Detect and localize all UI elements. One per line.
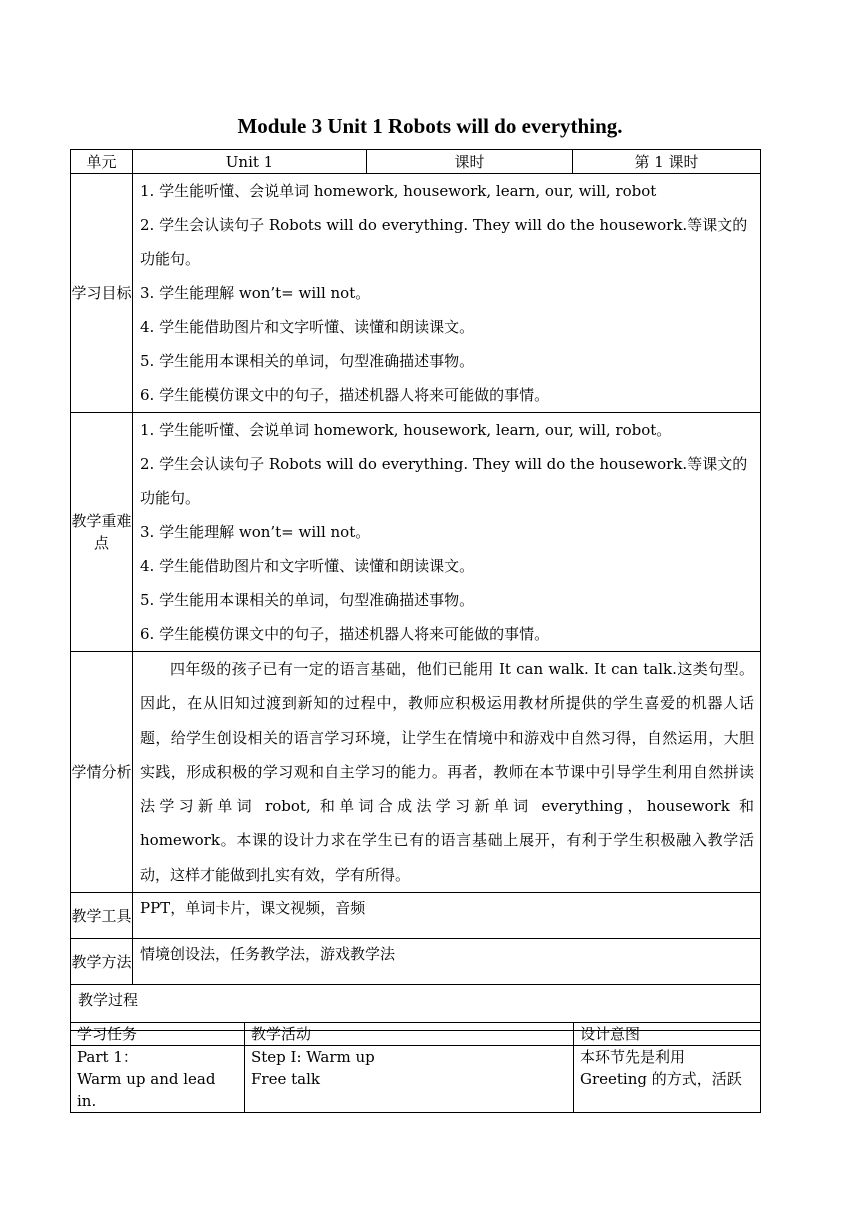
tools-text: PPT，单词卡片，课文视频，音频 <box>133 893 761 939</box>
objective-item: 3. 学生能理解 won’t= will not。 <box>140 284 371 302</box>
process-table <box>70 1022 761 1113</box>
objective-item: 2. 学生会认读句子 Robots will do everything. They will do the housework.等课文的功能句。 <box>140 216 748 268</box>
objectives-row <box>71 174 761 413</box>
activity-cell <box>245 1046 574 1113</box>
objective-item: 6. 学生能模仿课文中的句子，描述机器人将来可能做的事情。 <box>140 386 550 404</box>
key-point-item: 6. 学生能模仿课文中的句子，描述机器人将来可能做的事情。 <box>140 625 550 643</box>
intent-line: 本环节先是利用 <box>580 1048 686 1066</box>
objective-item: 4. 学生能借助图片和文字听懂、读懂和朗读课文。 <box>140 318 475 336</box>
methods-text: 情境创设法，任务教学法，游戏教学法 <box>133 939 761 985</box>
key-point-item: 2. 学生会认读句子 Robots will do everything. They will do the housework.等课文的功能句。 <box>140 455 748 507</box>
activity-line: Step I: Warm up <box>251 1048 375 1066</box>
task-cell <box>71 1046 245 1113</box>
methods-row <box>71 939 761 985</box>
activity-line: Free talk <box>251 1070 320 1088</box>
analysis-label: 学情分析 <box>71 652 133 893</box>
document-title: Module 3 Unit 1 Robots will do everything. <box>237 114 623 138</box>
unit-value: Unit 1 <box>133 150 367 174</box>
key-points-list <box>133 413 761 652</box>
tools-row <box>71 893 761 939</box>
analysis-text: 四年级的孩子已有一定的语言基础，他们已能用 It can walk. It can talk.这类句型。因此，在从旧知过渡到新知的过程中，教师应积极运用教材所提供的学生喜爱的机器人话题，给学生创设相关的语言学习环境，让学生在情境中和游戏中自然习得，自然运用，大胆实践，形成积极的学习观和自主学习的能力。再者，教师在本节课中引导学生利用自然拼读法学习新单词 robot, 和单词合成法学习新单词 everything，housework 和 homework。本课的设计力求在学生已有的语言基础上展开，有利于学生积极融入教学活动，这样才能做到扎实有效，学有所得。 <box>133 652 761 893</box>
process-header-intent: 设计意图 <box>574 1023 761 1046</box>
methods-label: 教学方法 <box>71 939 133 985</box>
intent-line: Greeting 的方式，活跃 <box>580 1070 742 1088</box>
analysis-row <box>71 652 761 893</box>
objective-item: 1. 学生能听懂、会说单词 homework, housework, learn, our, will, robot <box>140 182 657 200</box>
unit-label: 单元 <box>71 150 133 174</box>
intent-cell <box>574 1046 761 1113</box>
key-point-item: 4. 学生能借助图片和文字听懂、读懂和朗读课文。 <box>140 557 475 575</box>
process-row-1 <box>71 1046 761 1113</box>
task-line: Part 1： <box>77 1048 138 1066</box>
objectives-label: 学习目标 <box>71 174 133 413</box>
process-header-activity: 教学活动 <box>245 1023 574 1046</box>
header-row <box>71 150 761 174</box>
key-point-item: 1. 学生能听懂、会说单词 homework, housework, learn, our, will, robot。 <box>140 421 672 439</box>
process-header-task: 学习任务 <box>71 1023 245 1046</box>
period-value: 第 1 课时 <box>573 150 761 174</box>
key-points-label: 教学重难点 <box>71 413 133 652</box>
lesson-plan-table <box>70 149 761 1031</box>
objectives-list <box>133 174 761 413</box>
task-line: Warm up and lead in. <box>77 1070 216 1110</box>
key-point-item: 5. 学生能用本课相关的单词，句型准确描述事物。 <box>140 591 475 609</box>
objective-item: 5. 学生能用本课相关的单词，句型准确描述事物。 <box>140 352 475 370</box>
tools-label: 教学工具 <box>71 893 133 939</box>
period-label: 课时 <box>367 150 573 174</box>
key-point-item: 3. 学生能理解 won’t= will not。 <box>140 523 371 541</box>
process-label: 教学过程 <box>71 985 761 1031</box>
key-points-row <box>71 413 761 652</box>
process-header-row <box>71 1023 761 1046</box>
